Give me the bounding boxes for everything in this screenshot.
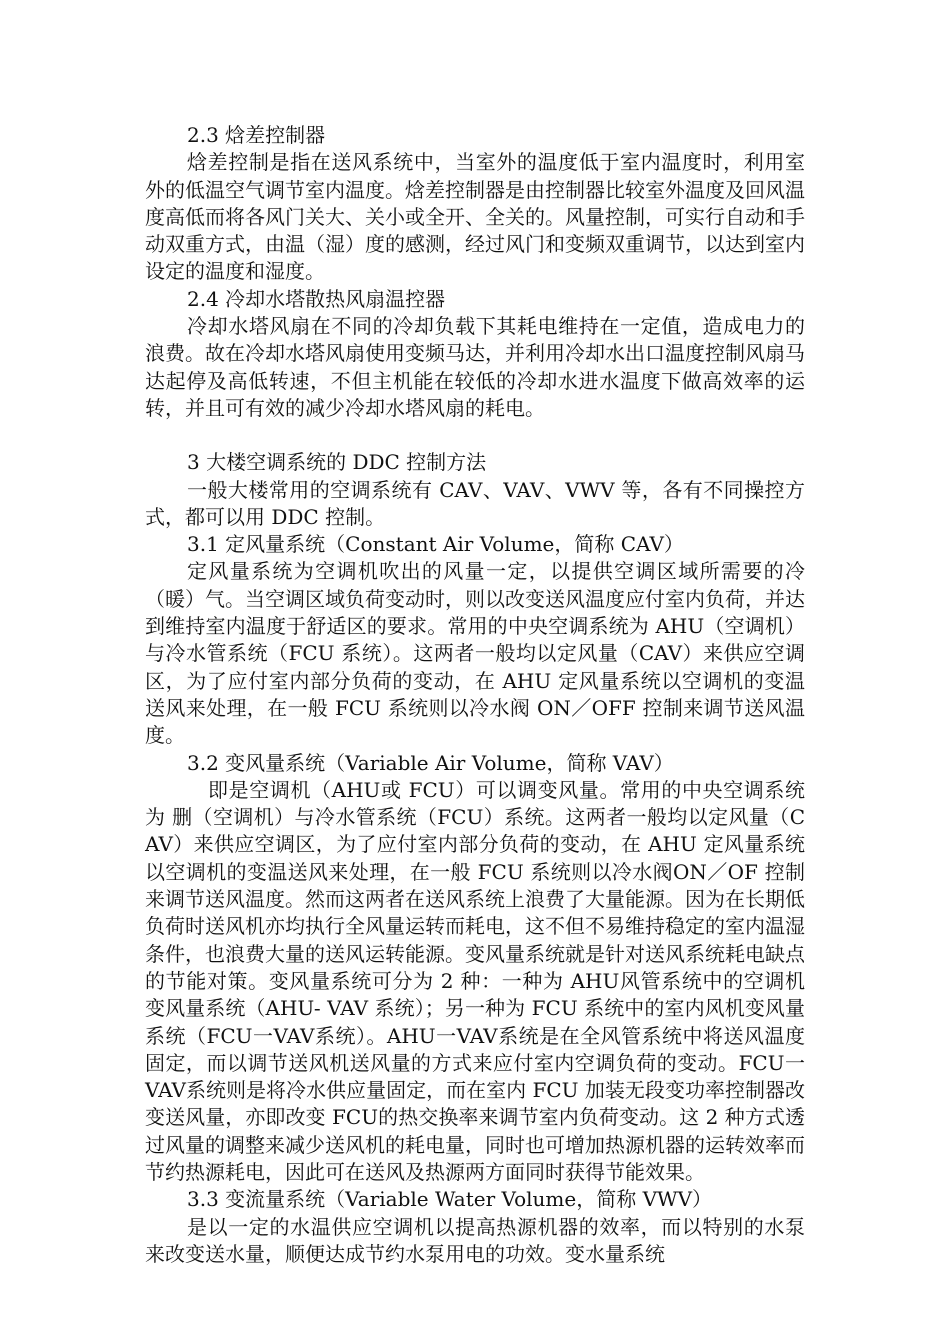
- section-2-3-body: 焓差控制是指在送风系统中，当室外的温度低于室内温度时，利用室外的低温空气调节室内温度。焓差控制器是由控制器比较室外温度及回风温度高低而将各风门关大、关小或全开、全关的。风量控制，可实行自动和手动双重方式，由温（湿）度的感测，经过风门和变频双重调节，以达到室内设定的温度和湿度。: [145, 150, 805, 284]
- section-3-2-body: 即是空调机（AHU或 FCU）可以调变风量。常用的中央空调系统为 删（空调机）与冷水管系统（FCU）系统。这两者一般均以定风量（CAV）来供应空调区，为了应付室内部分负荷的变动，在 AHU 定风量系统以空调机的变温送风来处理，在一般 FCU 系统则以冷水阀ON／OF 控制来调节送风温度。然而这两者在送风系统上浪费了大量能源。因为在长期低负荷时送风机亦均执行全风量运转而耗电，这不但不易维持稳定的室内温湿条件，也浪费大量的送风运转能源。变风量系统就是针对送风系统耗电缺点的节能对策。变风量系统可分为 2 种：一种为 AHU风管系统中的空调机变风量系统（AHU- VAV 系统）；另一种为 FCU 系统中的室内风机变风量系统（FCU一VAV系统）。AHU一VAV系统是在全风管系统中将送风温度固定，而以调节送风机送风量的方式来应付室内空调负荷的变动。FCU一 VAV系统则是将冷水供应量固定，而在室内 FCU 加装无段变功率控制器改变送风量，亦即改变 FCU的热交换率来调节室内负荷变动。这 2 种方式透过风量的调整来减少送风机的耗电量，同时也可增加热源机器的运转效率而节约热源耗电，因此可在送风及热源两方面同时获得节能效果。: [145, 777, 805, 1184]
- section-spacer: [145, 422, 805, 449]
- section-2-3-heading: 2.3 焓差控制器: [187, 123, 326, 147]
- section-2-4-body: 冷却水塔风扇在不同的冷却负载下其耗电维持在一定值，造成电力的浪费。故在冷却水塔风扇使用变频马达，并利用冷却水出口温度控制风扇马达起停及高低转速，不但主机能在较低的冷却水进水温度下做高效率的运转，并且可有效的减少冷却水塔风扇的耗电。: [145, 314, 805, 420]
- section-3-body: 一般大楼常用的空调系统有 CAV、VAV、VWV 等，各有不同操控方式，都可以用 DDC 控制。: [145, 477, 805, 529]
- section-3-1-heading: 3.1 定风量系统（Constant Air Volume，简称 CAV）: [187, 532, 684, 557]
- section-3-3-body: 是以一定的水温供应空调机以提高热源机器的效率，而以特别的水泵来改变送水量，顺便达成节约水泵用电的功效。变水量系统: [145, 1214, 805, 1266]
- document-page: [145, 122, 805, 1268]
- section-3-2-heading: 3.2 变风量系统（Variable Air Volume，简称 VAV）: [187, 750, 674, 775]
- section-3-3-heading: 3.3 变流量系统（Variable Water Volume，简称 VWV）: [187, 1187, 713, 1212]
- section-3-1-body: 定风量系统为空调机吹出的风量一定，以提供空调区域所需要的冷（暖）气。当空调区域负荷变动时，则以改变送风温度应付室内负荷，并达到维持室内温度于舒适区的要求。常用的中央空调系统为 AHU（空调机）与冷水管系统（FCU 系统）。这两者一般均以定风量（CAV）来供应空调区，为了应付室内部分负荷的变动，在 AHU 定风量系统以空调机的变温送风来处理，在一般 FCU 系统则以冷水阀 ON／OFF 控制来调节送风温度。: [145, 559, 805, 748]
- section-3-heading: 3 大楼空调系统的 DDC 控制方法: [187, 450, 487, 475]
- section-2-4-heading: 2.4 冷却水塔散热风扇温控器: [187, 286, 446, 311]
